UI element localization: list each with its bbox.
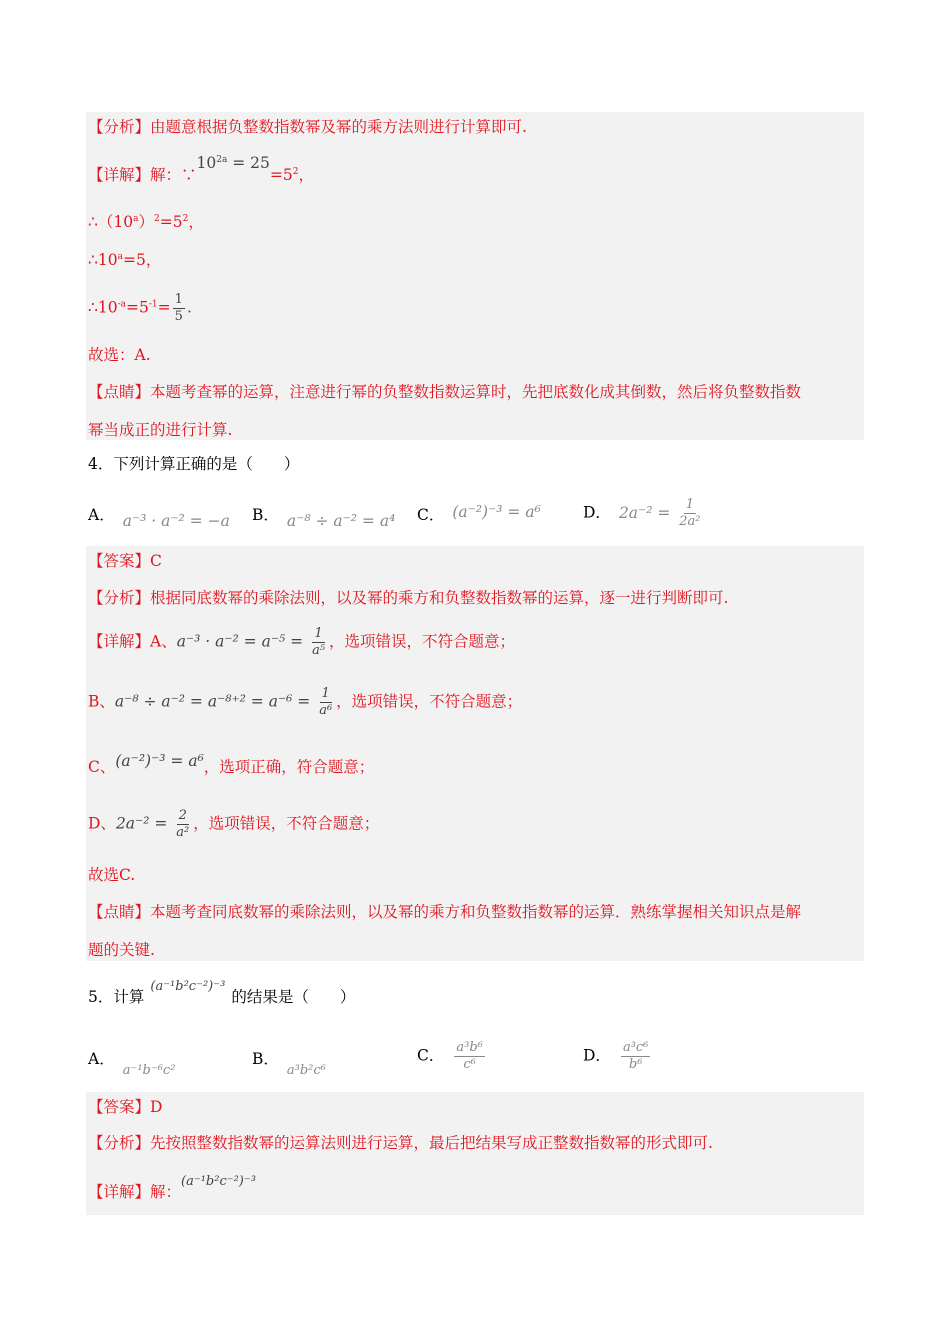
q4-option-c: C． (a⁻²)⁻³ = a⁶ [417,503,541,524]
q4-detail-a: 【详解】A、a⁻³ · a⁻² = a⁻⁵ = $\frac{1}{\text{a⁵}}$ ，选项错误，不符合题意； [88,626,516,658]
q5-detail: 【详解】解：$^{(a^{-1}b^2c^{-2})^{-3}}$ [88,1174,256,1201]
q4-stem: 4．下列计算正确的是（ ） [88,455,300,473]
q4-analysis: 【分析】根据同底数幂的乘除法则，以及幂的乘方和负整数指数幂的运算，逐一进行判断即可. [88,589,729,607]
q4-detail-d: D、2a⁻² = $\frac{2}{\text{a²}}$ ，选项错误，不符合题意； [88,808,380,840]
q3-step1: $\therefore(10^a)^2=5^2$， [88,213,204,231]
q4-option-d: D． 2a⁻² = $\frac{1}{\text{2a²}}$ [583,497,701,529]
q5-option-a: A．$_{a^{-1}b^{-6}c^2}$ [88,1050,176,1078]
q5-option-d: D． $\frac{\text{a³c⁶}}{\text{b⁶}}$ [583,1040,649,1072]
q3-comment-line1: 【点睛】本题考查幂的运算，注意进行幂的负整数指数运算时，先把底数化成其倒数，然后将负整数指数 [88,383,802,401]
q5-option-c-fraction: $\frac{\text{a³b⁶}}{\text{c⁶}}$ [456,1040,483,1072]
q3-detail-prefix: 【详解】解：∵ [88,166,197,184]
q5-answer: 【答案】D [88,1098,163,1116]
q4-detail-b-fraction: $\frac{1}{\text{a⁶}}$ [319,686,333,718]
q4-detail-d-fraction: $\frac{2}{\text{a²}}$ [176,808,190,840]
q4-detail-a-fraction: $\frac{1}{\text{a⁵}}$ [312,626,326,658]
q4-comment-line1: 【点睛】本题考查同底数幂的乘除法则，以及幂的乘方和负整数指数幂的运算．熟练掌握相关知识点是解 [88,903,802,921]
q3-step3: $\therefore 10^{-a}=5^{-1}=$ $\frac{1}{5}$ . [88,292,192,324]
q3-step2: $\therefore 10^a=5$， [88,251,162,269]
q4-detail-b: B、a⁻⁸ ÷ a⁻² = a⁻⁸⁺² = a⁻⁶ = $\frac{1}{\text{a⁶}}$ ，选项错误，不符合题意； [88,686,523,718]
q5-option-d-fraction: $\frac{\text{a³c⁶}}{\text{b⁶}}$ [622,1040,649,1072]
q5-analysis: 【分析】先按照整数指数幂的运算法则进行运算，最后把结果写成正整数指数幂的形式即可. [88,1134,713,1152]
q4-option-d-fraction: $\frac{1}{\text{2a²}}$ [679,497,701,529]
q4-detail-c: C、(a⁻²)⁻³ = a⁶，选项正确，符合题意； [88,752,375,776]
q3-comment-line2: 幂当成正的进行计算. [88,421,233,439]
q4-option-b: B． a⁻⁸ ÷ a⁻² = a⁴ [252,506,396,530]
q3-detail-tail: $=5^2$， [269,166,315,184]
q4-comment-line2: 题的关键. [88,941,155,959]
q3-analysis: 【分析】由题意根据负整数指数幂及幂的乘方法则进行计算即可. [88,118,527,136]
q5-option-c: C． $\frac{\text{a³b⁶}}{\text{c⁶}}$ [417,1040,483,1072]
q4-answer: 【答案】C [88,552,162,570]
q3-detail [88,154,315,185]
q3-choice: 故选：A. [88,346,151,364]
q5-stem: 5．计算$^{(a^{-1}b^2c^{-2})^{-3}}$的结果是（ ） [88,979,356,1006]
q3-detail-math: $10^{2a} = 25$ [196,154,270,172]
q4-choice: 故选C. [88,866,136,884]
q5-option-b: B．$_{a^3b^2c^6}$ [252,1050,326,1078]
q4-option-a: A． a⁻³ · a⁻² = −a [88,506,230,530]
q3-step3-fraction: $\frac{1}{5}$ [174,292,183,324]
